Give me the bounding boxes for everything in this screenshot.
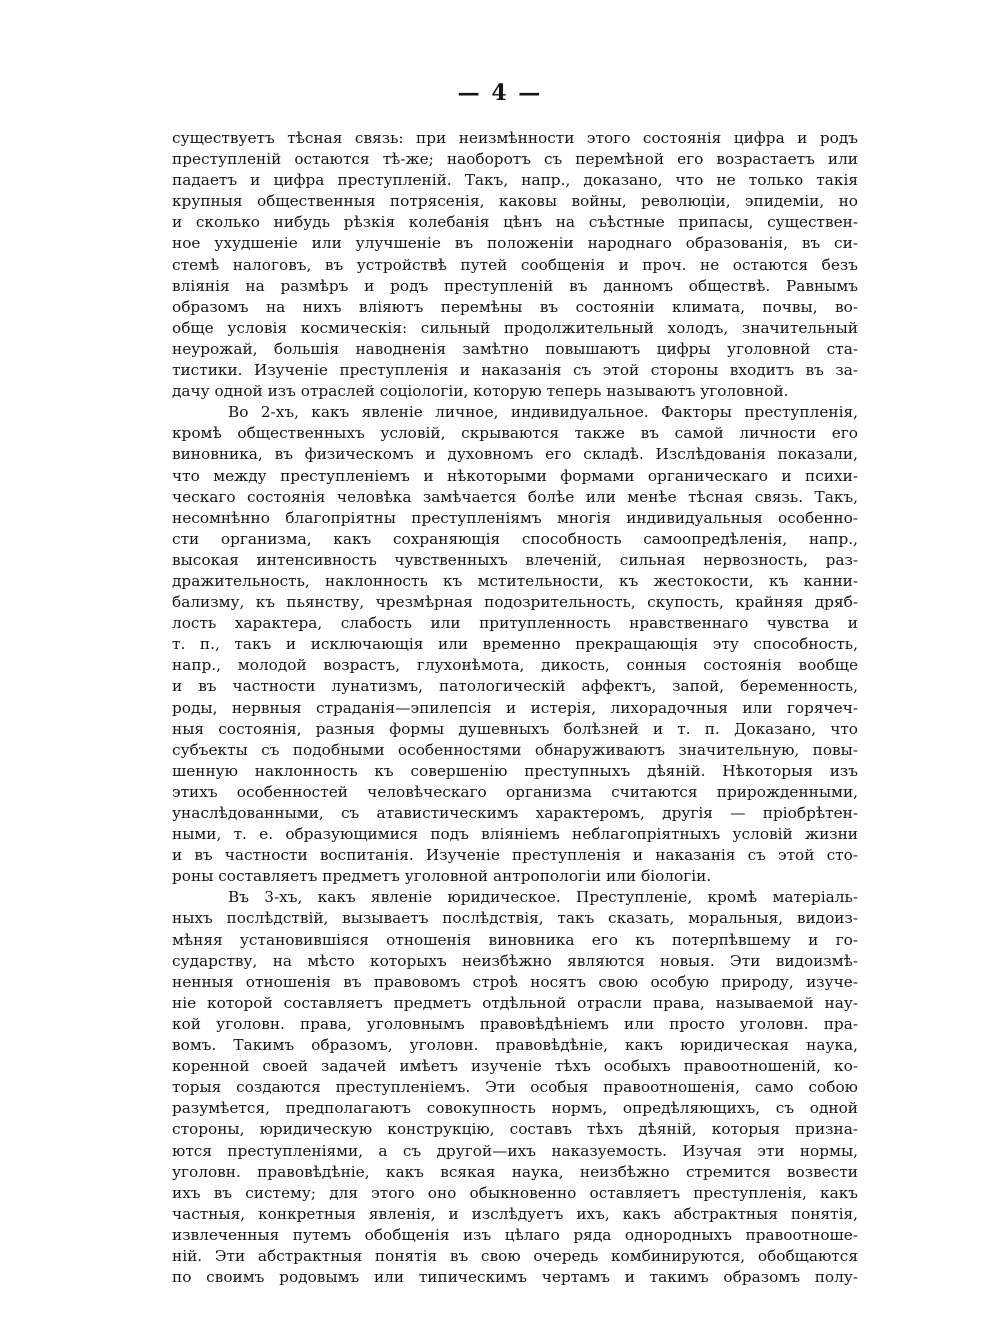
text-line: т. п., такъ и исключающія или временно прекращающія эту способность, [172, 635, 858, 654]
text-line: стемѣ налоговъ, въ устройствѣ путей сообщенія и проч. не остаются безъ [172, 255, 858, 274]
text-line: вомъ. Такимъ образомъ, уголовн. правовѣдѣніе, какъ юридическая наука, [172, 1036, 858, 1055]
text-line: сти организма, какъ сохраняющія способность самоопредѣленія, напр., [172, 529, 858, 548]
text-line: напр., молодой возрастъ, глухонѣмота, дикость, сонныя состоянія вообще [172, 656, 858, 675]
text-line: частныя, конкретныя явленія, и изслѣдуетъ ихъ, какъ абстрактныя понятія, [172, 1204, 858, 1223]
text-line: роды, нервныя страданія—эпилепсія и истерія, лихорадочныя или горячеч- [172, 698, 858, 717]
text-line: Въ 3-хъ, какъ явленіе юридическое. Преступленіе, кромѣ матеріаль- [228, 888, 858, 907]
text-line: ными, т. е. образующимися подъ вліяніемъ неблагопріятныхъ условій жизни [172, 825, 858, 844]
text-line: падаетъ и цифра преступленій. Такъ, напр., доказано, что не только такія [172, 171, 858, 190]
text-line: ніе которой составляетъ предметъ отдѣльной отрасли права, называемой нау- [172, 993, 858, 1012]
text-line: извлеченныя путемъ обобщенія изъ цѣлаго ряда однородныхъ правоотноше- [172, 1225, 858, 1244]
text-line: уголовн. правовѣдѣніе, какъ всякая наука, неизбѣжно стремится возвести [172, 1162, 858, 1181]
text-line: виновника, въ физическомъ и духовномъ его складѣ. Изслѣдованія показали, [172, 445, 858, 464]
text-line: стороны, юридическую конструкцію, составъ тѣхъ дѣяній, которыя призна- [172, 1120, 858, 1139]
paragraph [172, 887, 858, 1288]
text-line: коренной своей задачей имѣетъ изученіе тѣхъ особыхъ правоотношеній, ко- [172, 1057, 858, 1076]
text-line: ихъ въ систему; для этого оно обыкновенно оставляетъ преступленія, какъ [172, 1183, 858, 1202]
paragraph [172, 402, 858, 887]
text-line: субъекты съ подобными особенностями обнаруживаютъ значительную, повы- [172, 740, 858, 759]
text-line: по своимъ родовымъ или типическимъ чертамъ и такимъ образомъ полу- [172, 1268, 858, 1287]
text-line: существуетъ тѣсная связь: при неизмѣнности этого состоянія цифра и родъ [172, 129, 858, 147]
text-line: высокая интенсивность чувственныхъ влеченій, сильная нервозность, раз- [172, 550, 858, 569]
text-line: Во 2-хъ, какъ явленіе личное, индивидуальное. Факторы преступленія, [228, 403, 858, 422]
text-line: этихъ особенностей человѣческаго организма считаются прирожденными, [172, 782, 858, 801]
text-line: ческаго состоянія человѣка замѣчается болѣе или менѣе тѣсная связь. Такъ, [172, 487, 858, 506]
text-line: ненныя отношенія въ правовомъ строѣ носятъ свою особую природу, изуче- [172, 972, 858, 991]
text-line: ются преступленіями, а съ другой—ихъ наказуемость. Изучая эти нормы, [172, 1141, 858, 1160]
page-number: — 4 — [457, 80, 543, 106]
text-line: крупныя общественныя потрясенія, каковы войны, революціи, эпидеміи, но [172, 192, 858, 211]
text-line: бализму, къ пьянству, чрезмѣрная подозрительность, скупость, крайняя дряб- [172, 593, 858, 612]
text-line: тистики. Изученіе преступленія и наказанія съ этой стороны входитъ въ за- [172, 361, 858, 380]
text-line: неурожай, большія наводненія замѣтно повышаютъ цифры уголовной ста- [172, 339, 858, 358]
text-line: дражительность, наклонность къ мстительности, къ жестокости, къ канни- [172, 571, 858, 590]
text-line: вліянія на размѣръ и родъ преступленій въ данномъ обществѣ. Равнымъ [172, 276, 858, 295]
page-text [172, 128, 858, 1288]
paragraph [172, 128, 858, 402]
text-line: шенную наклонность къ совершенію преступныхъ дѣяній. Нѣкоторыя изъ [172, 761, 858, 780]
text-line: дачу одной изъ отраслей соціологіи, которую теперь называютъ уголовной. [172, 382, 789, 401]
text-line: несомнѣнно благопріятны преступленіямъ многія индивидуальныя особенно- [172, 508, 858, 527]
text-line: роны составляетъ предметъ уголовной антропологіи или біологіи. [172, 867, 712, 886]
text-line: и въ частности воспитанія. Изученіе преступленія и наказанія съ этой сто- [172, 846, 858, 865]
text-line: кромѣ общественныхъ условій, скрываются также въ самой личности его [172, 424, 858, 443]
text-line: мѣняя установившіяся отношенія виновника его къ потерпѣвшему и го- [172, 930, 858, 949]
text-line: и сколько нибудь рѣзкія колебанія цѣнъ на съѣстные припасы, существен- [172, 213, 858, 232]
text-line: унаслѣдованными, съ атавистическимъ характеромъ, другія — пріобрѣтен- [172, 804, 858, 822]
text-line: сударству, на мѣсто которыхъ неизбѣжно являются новыя. Эти видоизмѣ- [172, 951, 858, 970]
text-line: обще условія космическія: сильный продолжительный холодъ, значительный [172, 318, 858, 337]
text-line: и въ частности лунатизмъ, патологическій аффектъ, запой, беременность, [172, 677, 858, 696]
text-line: преступленій остаются тѣ-же; наоборотъ съ перемѣной его возрастаетъ или [172, 150, 858, 169]
text-line: торыя создаются преступленіемъ. Эти особыя правоотношенія, само собою [172, 1078, 858, 1097]
text-line: ное ухудшеніе или улучшеніе въ положеніи народнаго образованія, въ си- [172, 234, 858, 253]
text-line: ныхъ послѣдствій, вызываетъ послѣдствія, такъ сказать, моральныя, видоиз- [172, 909, 858, 928]
text-line: ній. Эти абстрактныя понятія въ свою очередь комбинируются, обобщаются [172, 1246, 858, 1265]
text-line: образомъ на нихъ вліяютъ перемѣны въ состояніи климата, почвы, во- [172, 297, 858, 316]
text-line: что между преступленіемъ и нѣкоторыми формами органическаго и психи- [172, 466, 858, 485]
text-line: лость характера, слабость или притупленность нравственнаго чувства и [172, 614, 858, 633]
text-line: ныя состоянія, разныя формы душевныхъ болѣзней и т. п. Доказано, что [172, 719, 858, 738]
text-line: кой уголовн. права, уголовнымъ правовѣдѣніемъ или просто уголовн. пра- [172, 1014, 858, 1033]
text-line: разумѣется, предполагаютъ совокупность нормъ, опредѣляющихъ, съ одной [172, 1099, 858, 1118]
